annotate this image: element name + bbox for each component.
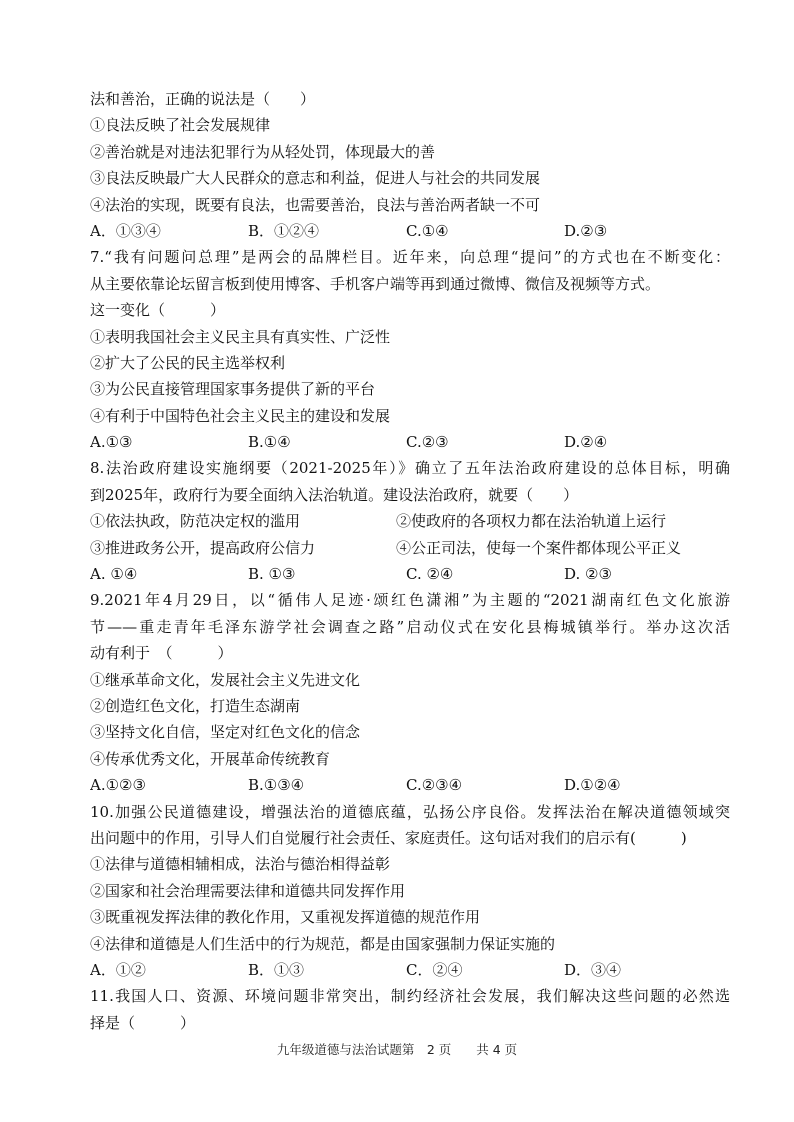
option-d: D．③④: [564, 960, 622, 979]
option-c: C.②③④: [406, 776, 463, 795]
option-c: C.②③: [406, 433, 449, 452]
answer-options: [90, 218, 730, 244]
statement-item: ②扩大了公民的民主选举权利: [90, 353, 286, 372]
question-stem: 7.“我有问题问总理”是两会的品牌栏目。近年来，向总理“提问”的方式也在不断变化：: [90, 248, 730, 267]
statement-item: ①表明我国社会主义民主具有真实性、广泛性: [90, 327, 391, 346]
question-stem: 到2025年，政府行为要全面纳入法治轨道。建设法治政府，就要（ ）: [90, 485, 579, 504]
page-footer: 九年级道德与法治试题第 2 页 共 4 页: [276, 1042, 518, 1057]
option-b: B．①③: [248, 960, 305, 979]
question-stem: 择是（ ）: [90, 1013, 196, 1032]
statement-item: ③坚持文化自信，坚定对红色文化的信念: [90, 723, 361, 742]
answer-options: [90, 772, 730, 798]
statement-item: ④法律和道德是人们生活中的行为规范，都是由国家强制力保证实施的: [90, 934, 556, 953]
option-a: A.①③: [90, 433, 133, 452]
question-stem: 10.加强公民道德建设，增强法治的道德底蕴，弘扬公序良俗。发挥法治在解决道德领域突: [90, 802, 730, 821]
question-stem: 这一变化（ ）: [90, 301, 226, 320]
option-d: D.②③: [564, 221, 608, 240]
statement-item: ③推进政务公开，提高政府公信力: [90, 538, 316, 557]
statement-item: ②使政府的各项权力都在法治轨道上运行: [396, 512, 667, 531]
option-b: B. ①③: [248, 565, 296, 584]
question-11: [90, 983, 730, 1036]
question-10: [90, 799, 730, 984]
statement-item: ④公正司法，使每一个案件都体现公平正义: [396, 538, 682, 557]
question-9: [90, 587, 730, 798]
option-b: B．①②④: [248, 221, 320, 240]
option-c: C. ②④: [406, 565, 454, 584]
statement-item: ①法律与道德相辅相成，法治与德治相得益彰: [90, 855, 391, 874]
question-7: [90, 244, 730, 455]
question-stem: 出问题中的作用，引导人们自觉履行社会责任、家庭责任。这句话对我们的启示有( ): [90, 828, 687, 847]
statement-item: ④法治的实现，既要有良法，也需要善治，良法与善治两者缺一不可: [90, 195, 541, 214]
option-a: A.①②③: [90, 776, 146, 795]
question-stem: 9.2021年4月29日，以“循伟人足迹·颂红色潇湘”为主题的“2021湖南红色文化旅游: [90, 591, 730, 610]
question-stem: 节——重走青年毛泽东游学社会调查之路”启动仪式在安化县梅城镇举行。举办这次活: [90, 617, 730, 636]
statement-item: ④有利于中国特色社会主义民主的建设和发展: [90, 406, 391, 425]
page-content: [90, 86, 730, 1036]
statement-pair: [90, 535, 730, 561]
question-stem: 11.我国人口、资源、环境问题非常突出，制约经济社会发展，我们解决这些问题的必然选: [90, 987, 730, 1006]
question-stem: 动有利于 （ ）: [90, 644, 233, 663]
statement-pair: [90, 508, 730, 534]
question-8: [90, 455, 730, 587]
answer-options: [90, 429, 730, 455]
statement-item: ③为公民直接管理国家事务提供了新的平台: [90, 380, 376, 399]
option-c: C．②④: [406, 960, 463, 979]
option-d: D. ②③: [564, 565, 612, 584]
option-b: B.①③④: [248, 776, 305, 795]
statement-item: ③既重视发挥法律的教化作用，又重视发挥道德的规范作用: [90, 908, 481, 927]
option-a: A. ①④: [90, 565, 138, 584]
statement-item: ③良法反映最广大人民群众的意志和利益，促进人与社会的共同发展: [90, 169, 541, 188]
answer-options: [90, 561, 730, 587]
question-stem: 8.法治政府建设实施纲要（2021-2025年）》确立了五年法治政府建设的总体目标，明确: [90, 459, 730, 478]
option-a: A．①③④: [90, 221, 161, 240]
statement-item: ②创造红色文化，打造生态湖南: [90, 696, 301, 715]
question-6: [90, 86, 730, 244]
answer-options: [90, 957, 730, 983]
question-stem: 法和善治，正确的说法是（ ）: [90, 90, 316, 108]
question-stem: 从主要依靠论坛留言板到使用博客、手机客户端等再到通过微博、微信及视频等方式。: [90, 274, 661, 293]
statement-item: ④传承优秀文化，开展革命传统教育: [90, 749, 331, 768]
statement-item: ①良法反映了社会发展规律: [90, 116, 271, 135]
statement-item: ②国家和社会治理需要法律和道德共同发挥作用: [90, 881, 406, 900]
option-a: A．①②: [90, 960, 146, 979]
option-c: C.①④: [406, 221, 449, 240]
statement-item: ②善治就是对违法犯罪行为从轻处罚，体现最大的善: [90, 142, 436, 161]
option-d: D.②④: [564, 433, 608, 452]
statement-item: ①继承革命文化，发展社会主义先进文化: [90, 670, 361, 689]
option-b: B.①④: [248, 433, 291, 452]
statement-item: ①依法执政，防范决定权的滥用: [90, 512, 301, 531]
option-d: D.①②④: [564, 776, 621, 795]
